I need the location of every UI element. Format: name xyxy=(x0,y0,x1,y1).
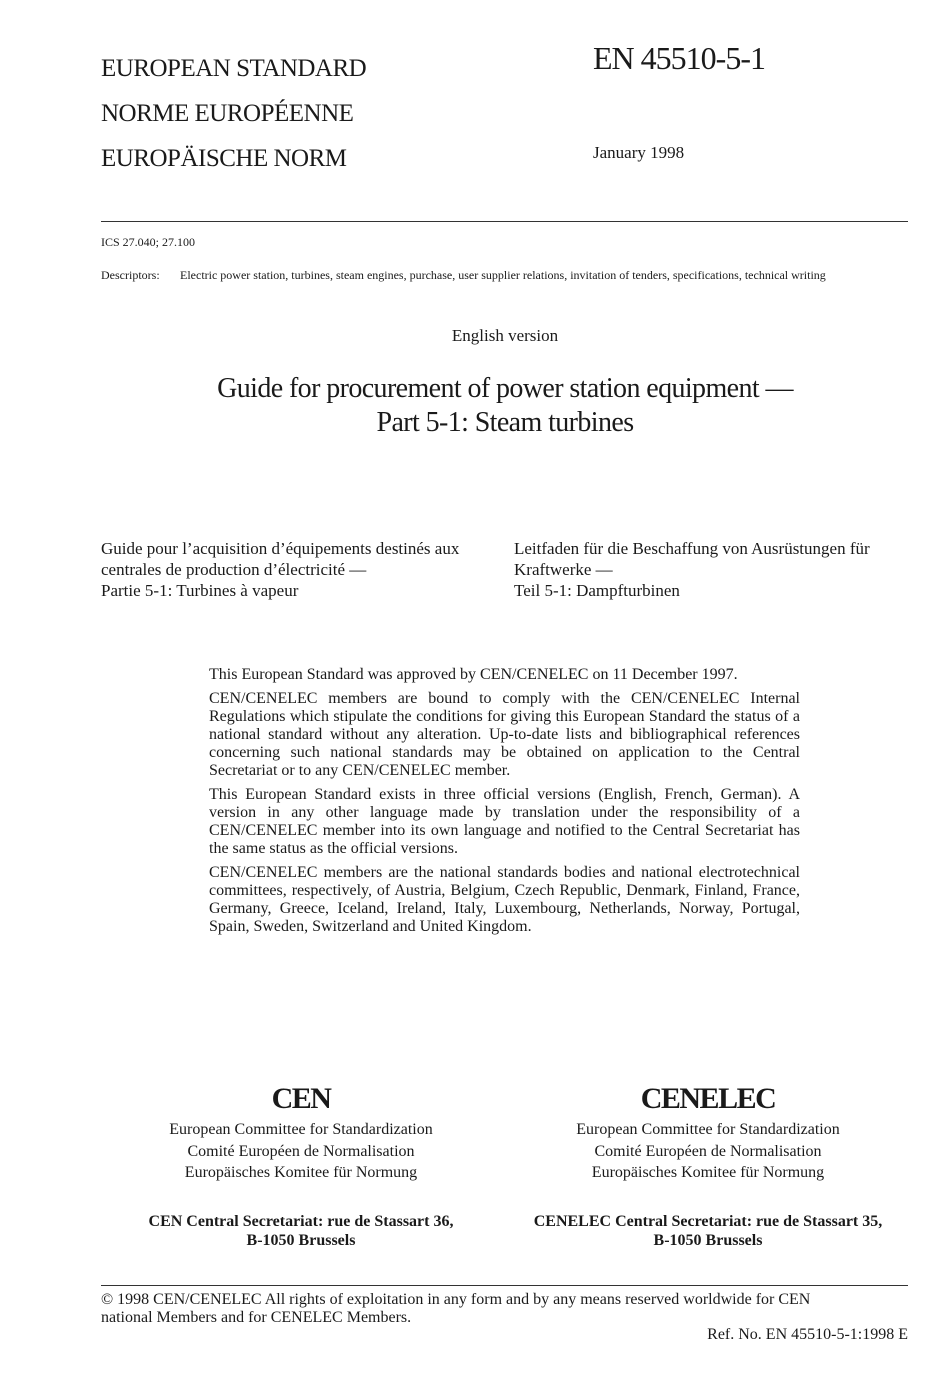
cenelec-name-line: Europäisches Komitee für Normung xyxy=(591,1164,825,1181)
german-title-line: Leitfaden für die Beschaffung von Ausrüstungen für xyxy=(514,539,870,558)
language-version: English version xyxy=(451,326,559,345)
reference-number: Ref. No. EN 45510-5-1:1998 E xyxy=(707,1326,908,1343)
cen-logo-text: CEN xyxy=(271,1082,331,1115)
cen-name-line: Comité Européen de Normalisation xyxy=(187,1142,415,1160)
cenelec-name-line: European Committee for Standardization xyxy=(576,1121,840,1138)
cen-secretariat-line: CEN Central Secretariat: rue de Stassart 36, xyxy=(148,1213,454,1230)
french-title xyxy=(101,538,496,601)
german-title-line: Teil 5-1: Dampfturbinen xyxy=(514,581,680,600)
german-title xyxy=(514,538,909,601)
cenelec-secretariat-line: CENELEC Central Secretariat: rue de Stassart 35, xyxy=(533,1213,883,1230)
copyright-line: © 1998 CEN/CENELEC All rights of exploitation in any form and by any means reserved worldwide for CEN xyxy=(101,1291,811,1308)
copyright-notice xyxy=(101,1291,909,1327)
document-title xyxy=(0,372,950,440)
ics-codes: ICS 27.040; 27.100 xyxy=(101,235,196,249)
cenelec-secretariat-line: B-1050 Brussels xyxy=(653,1232,763,1249)
french-title-line: Guide pour l’acquisition d’équipements destinés aux xyxy=(101,539,460,558)
cen-name-line: Europäisches Komitee für Normung xyxy=(184,1164,418,1181)
top-divider xyxy=(101,221,908,222)
document-title-line-2: Part 5-1: Steam turbines xyxy=(376,407,634,438)
approval-paragraph: This European Standard exists in three official versions (English, French, German). A version in any other language made by translation under the responsibility of a CEN/CENELEC member into its own language and notified to the Central Secretariat has the same status as the official versions. xyxy=(209,786,800,857)
standard-number: EN 45510-5-1 xyxy=(593,40,765,76)
approval-notice xyxy=(209,666,800,942)
standard-title-de: EUROPÄISCHE NORM xyxy=(101,145,347,172)
descriptors xyxy=(101,268,909,283)
cen-secretariat-line: B-1050 Brussels xyxy=(246,1232,356,1249)
cenelec-secretariat xyxy=(498,1212,918,1250)
cenelec-logo-text: CENELEC xyxy=(640,1082,776,1115)
french-title-line: Partie 5-1: Turbines à vapeur xyxy=(101,581,299,600)
descriptors-text: Electric power station, turbines, steam engines, purchase, user supplier relations, invitation of tenders, specifications, technical writing xyxy=(180,268,826,282)
approval-paragraph: CEN/CENELEC members are the national standards bodies and national electrotechnical committees, respectively, of Austria, Belgium, Czech Republic, Denmark, Finland, France, Germany, Greece, Iceland, Ireland, Italy, Luxembourg, Netherlands, Norway, Portugal, Spain, Sweden, Switzerland and United Kingdom. xyxy=(209,864,800,935)
standard-title-en: EUROPEAN STANDARD xyxy=(101,55,367,82)
descriptors-label: Descriptors: xyxy=(101,268,160,282)
approval-paragraph: This European Standard was approved by CEN/CENELEC on 11 December 1997. xyxy=(209,666,738,683)
copyright-line: national Members and for CENELEC Members. xyxy=(101,1309,412,1326)
standard-title-fr: NORME EUROPÉENNE xyxy=(101,100,354,127)
document-title-line-1: Guide for procurement of power station equipment — xyxy=(217,373,793,404)
bottom-divider xyxy=(101,1285,908,1286)
french-title-line: centrales de production d’électricité — xyxy=(101,560,367,579)
approval-paragraph: CEN/CENELEC members are bound to comply with the CEN/CENELEC Internal Regulations which stipulate the conditions for giving this European Standard the status of a national standard without any alteration. Up-to-date lists and bibliographical references concerning such national standards may be obtained on application to the Central Secretariat or to any CEN/CENELEC member. xyxy=(209,690,800,779)
cen-name-line: European Committee for Standardization xyxy=(169,1121,433,1138)
cenelec-block xyxy=(508,1082,908,1184)
cen-secretariat xyxy=(91,1212,511,1250)
cenelec-name-line: Comité Européen de Normalisation xyxy=(594,1142,822,1160)
german-title-line: Kraftwerke — xyxy=(514,560,613,579)
standard-titles xyxy=(101,46,366,181)
cen-block xyxy=(101,1082,501,1184)
publication-date: January 1998 xyxy=(593,143,685,162)
